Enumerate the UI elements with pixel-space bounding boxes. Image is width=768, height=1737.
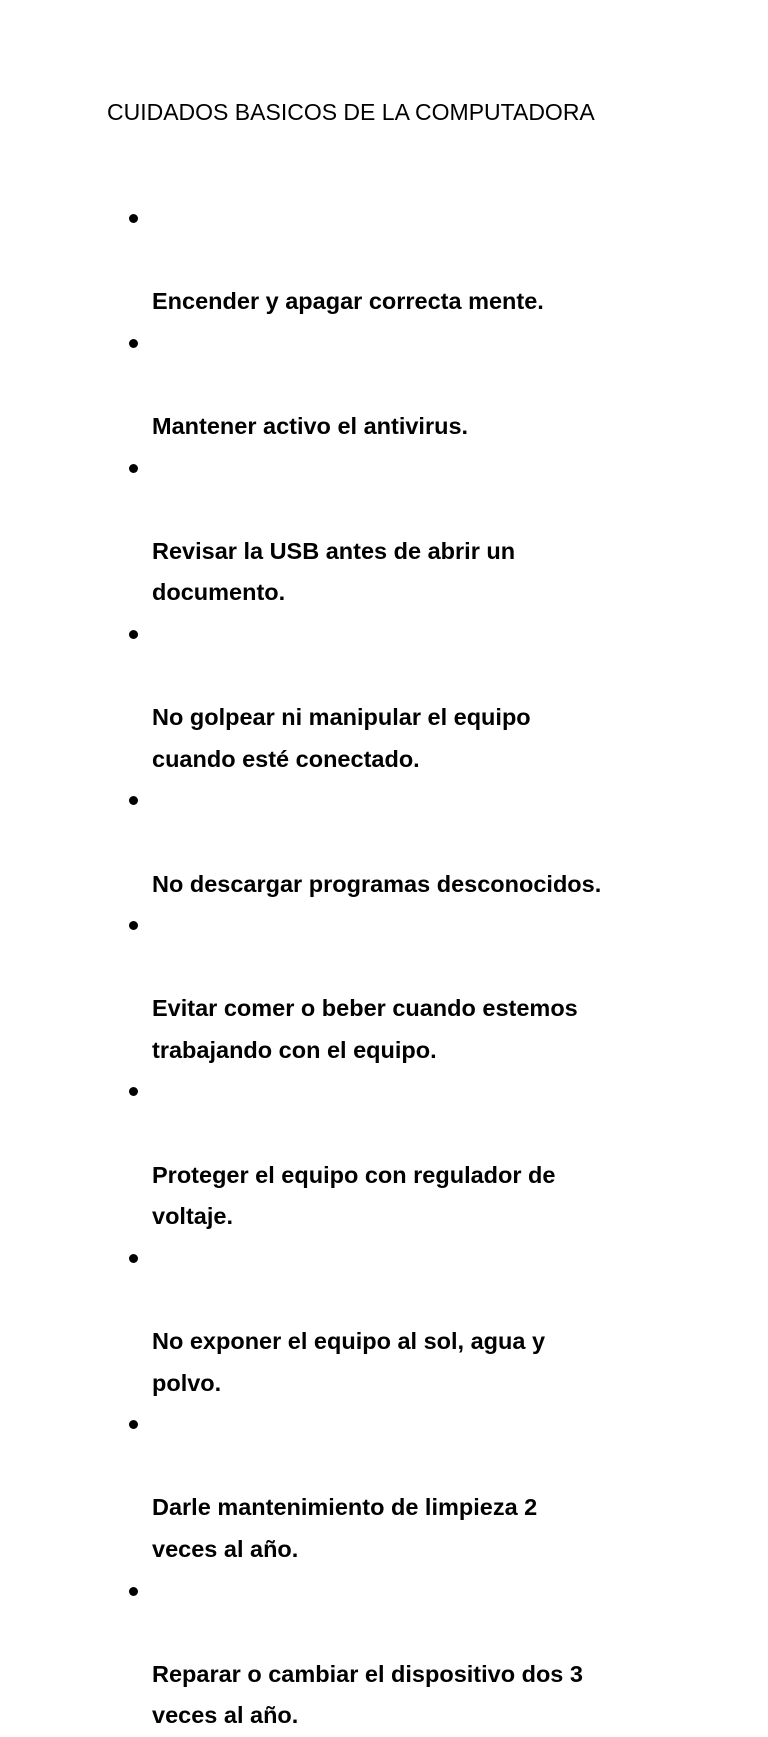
list-item-text: No exponer el equipo al sol, agua y polvo. — [152, 1328, 546, 1396]
list-item — [128, 905, 688, 1071]
bullet-icon — [129, 339, 138, 348]
list-item-text: No descargar programas desconocidos. — [152, 870, 602, 897]
list-item-text: Darle mantenimiento de limpieza 2 veces al año. — [152, 1494, 538, 1562]
bullet-icon — [129, 1087, 138, 1096]
bullet-icon — [129, 464, 138, 473]
bullet-icon — [129, 921, 138, 930]
list-item-text: Revisar la USB antes de abrir un documento. — [152, 537, 516, 606]
bullet-icon — [129, 1587, 138, 1596]
list-item — [128, 614, 688, 780]
bullet-icon — [129, 630, 138, 639]
list-item — [128, 448, 688, 614]
list-item — [128, 1404, 688, 1570]
list-item-text: Mantener activo el antivirus. — [152, 412, 469, 439]
bullet-icon — [129, 796, 138, 805]
list-item-text: No golpear ni manipular el equipo cuando esté conectado. — [152, 704, 531, 772]
list-item — [128, 323, 688, 448]
list-item — [128, 780, 688, 905]
list-item — [128, 1238, 688, 1404]
list-item — [128, 1071, 688, 1237]
document-title: CUIDADOS BASICOS DE LA COMPUTADORA — [107, 99, 595, 125]
care-list — [128, 198, 688, 1737]
list-item — [128, 198, 688, 323]
bullet-icon — [129, 1420, 138, 1429]
list-item-text: Evitar comer o beber cuando estemos trabajando con el equipo. — [152, 995, 578, 1063]
list-item — [128, 1571, 688, 1737]
list-item-text: Proteger el equipo con regulador de voltaje. — [152, 1161, 556, 1230]
bullet-icon — [129, 1254, 138, 1263]
list-item-text: Reparar o cambiar el dispositivo dos 3 veces al año. — [152, 1660, 583, 1729]
list-item-text: Encender y apagar correcta mente. — [152, 288, 544, 315]
bullet-icon — [129, 214, 138, 223]
